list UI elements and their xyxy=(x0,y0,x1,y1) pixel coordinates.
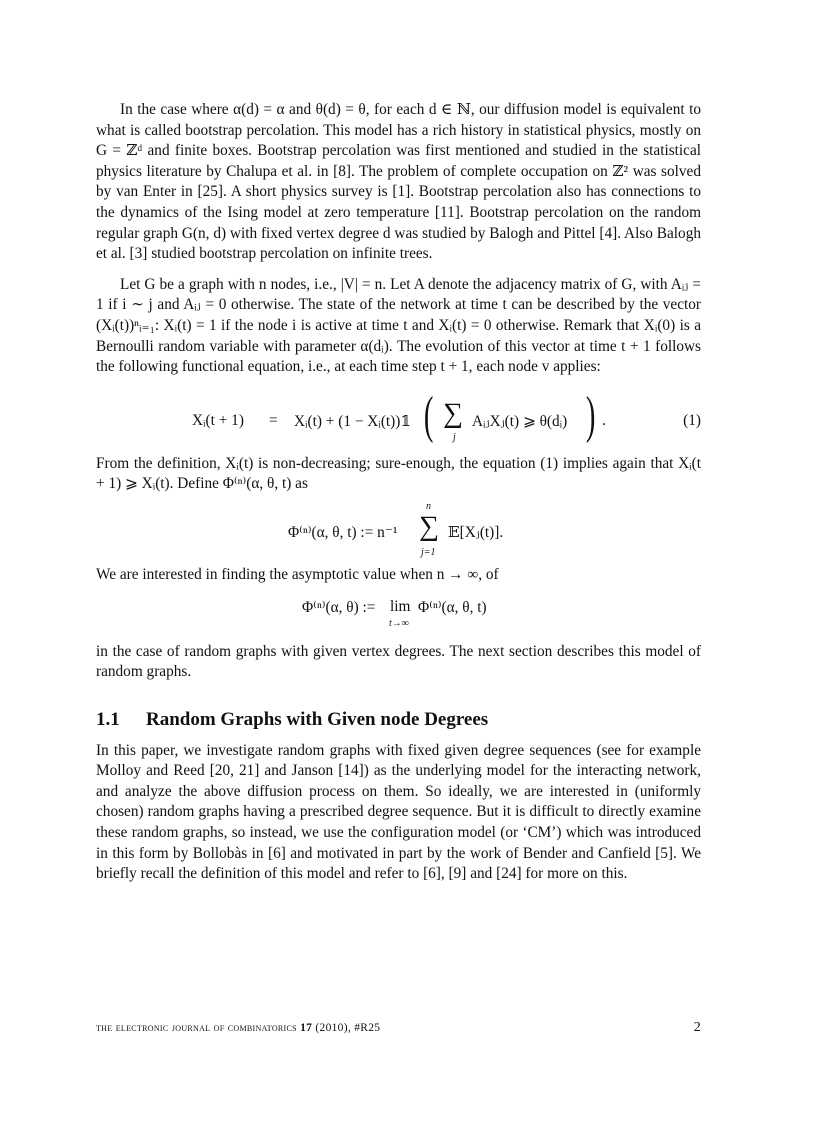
equation-1-period: . xyxy=(602,411,606,429)
section-heading xyxy=(96,709,701,731)
paragraph-random-graphs-intro: in the case of random graphs with given vertex degrees. The next section describes this model of random graphs. xyxy=(96,642,701,681)
section-title: Random Graphs with Given node Degrees xyxy=(146,708,489,730)
limit-operator: lim xyxy=(390,597,411,615)
equation-1-equals: = xyxy=(269,411,278,429)
equation-1-lhs: Xᵢ(t + 1) xyxy=(192,411,244,429)
paragraph-asymptotic: We are interested in finding the asymptotic value when n → ∞, of xyxy=(96,565,499,583)
sum-upper-limit: n xyxy=(426,500,431,512)
page-footer xyxy=(96,1020,701,1035)
page-number: 2 xyxy=(693,1020,701,1035)
equation-1-inner: AᵢⱼXⱼ(t) ⩾ θ(dᵢ) xyxy=(472,412,568,430)
limit-subscript: t→∞ xyxy=(389,617,409,629)
paragraph-configuration-model: In this paper, we investigate random graphs with fixed given degree sequences (see for example Molloy and Reed [20, 21] and Janson [14]) as the underlying model for the interacting network, and analyze the above diffusion process on them. So ideally, we are interested in (uniformly chosen) random graphs having a prescribed degree sequence. But it is difficult to directly examine these random graphs, so instead, we use the configuration model (or ‘CM’) which was introduced in this form by Bollobàs in [6] and motivated in part by the work of Bender and Canfield [5]. We briefly recall the definition of this model and refer to [6], [9] and [24] for more on this. xyxy=(96,741,701,883)
equation-limit-right: Φ⁽ⁿ⁾(α, θ, t) xyxy=(418,598,487,616)
right-paren: ) xyxy=(585,386,596,444)
journal-issue: (2010), #R25 xyxy=(315,1022,381,1034)
sum-symbol: ∑ xyxy=(419,510,439,542)
equation-phi-right: 𝔼[Xⱼ(t)]. xyxy=(448,523,504,541)
page-body xyxy=(96,100,701,885)
left-paren: ( xyxy=(423,386,434,444)
equation-phi-left: Φ⁽ⁿ⁾(α, θ, t) := n⁻¹ xyxy=(288,523,398,541)
sum-index: j xyxy=(453,431,456,443)
equation-1-rhs: Xᵢ(t) + (1 − Xᵢ(t))𝟙 xyxy=(294,412,412,430)
journal-name: the electronic journal of combinatorics xyxy=(96,1020,297,1034)
sum-symbol: ∑ xyxy=(443,397,463,429)
paragraph-bootstrap-percolation: In the case where α(d) = α and θ(d) = θ, for each d ∈ ℕ, our diffusion model is equivalent to what is called bootstrap percolation. This model has a rich history in statistical physics, mostly on G = ℤᵈ and finite boxes. Bootstrap percolation was first mentioned and studied in the statistical physics literature by Chalupa et al. in [8]. The problem of complete occupation on ℤ² was solved by van Enter in [25]. A short physics survey is [1]. Bootstrap percolation also has connections to the dynamics of the Ising model at zero temperature [11]. Bootstrap percolation on the random regular graph G(n, d) with fixed vertex degree d was studied by Balogh and Pittel [4]. Also Balogh et al. [3] studied bootstrap percolation on infinite trees. xyxy=(96,101,701,263)
paragraph-definition-phi: From the definition, Xᵢ(t) is non-decreasing; sure-enough, the equation (1) implies again that Xᵢ(t + 1) ⩾ Xᵢ(t). Define Φ⁽ⁿ⁾(α, θ, t) as xyxy=(96,454,701,493)
sum-lower-limit: j=1 xyxy=(421,546,436,558)
equation-1-tag: (1) xyxy=(683,411,701,429)
equation-phi-definition xyxy=(96,500,701,565)
equation-limit-left: Φ⁽ⁿ⁾(α, θ) := xyxy=(302,598,376,616)
equation-1 xyxy=(96,386,701,454)
equation-limit xyxy=(96,592,701,642)
journal-volume: 17 xyxy=(300,1022,313,1034)
paragraph-graph-definition: Let G be a graph with n nodes, i.e., |V| = n. Let A denote the adjacency matrix of G, with Aᵢⱼ = 1 if i ∼ j and Aᵢⱼ = 0 otherwise. The state of the network at time t can be described by the vector (Xᵢ(t))ⁿᵢ₌₁: Xᵢ(t) = 1 if the node i is active at time t and Xᵢ(t) = 0 otherwise. Remark that Xᵢ(0) is a Bernoulli random variable with parameter α(dᵢ). The evolution of this vector at time t + 1 follows the following functional equation, i.e., at each time step t + 1, each node v applies: xyxy=(96,275,701,376)
section-number: 1.1 xyxy=(96,708,120,730)
